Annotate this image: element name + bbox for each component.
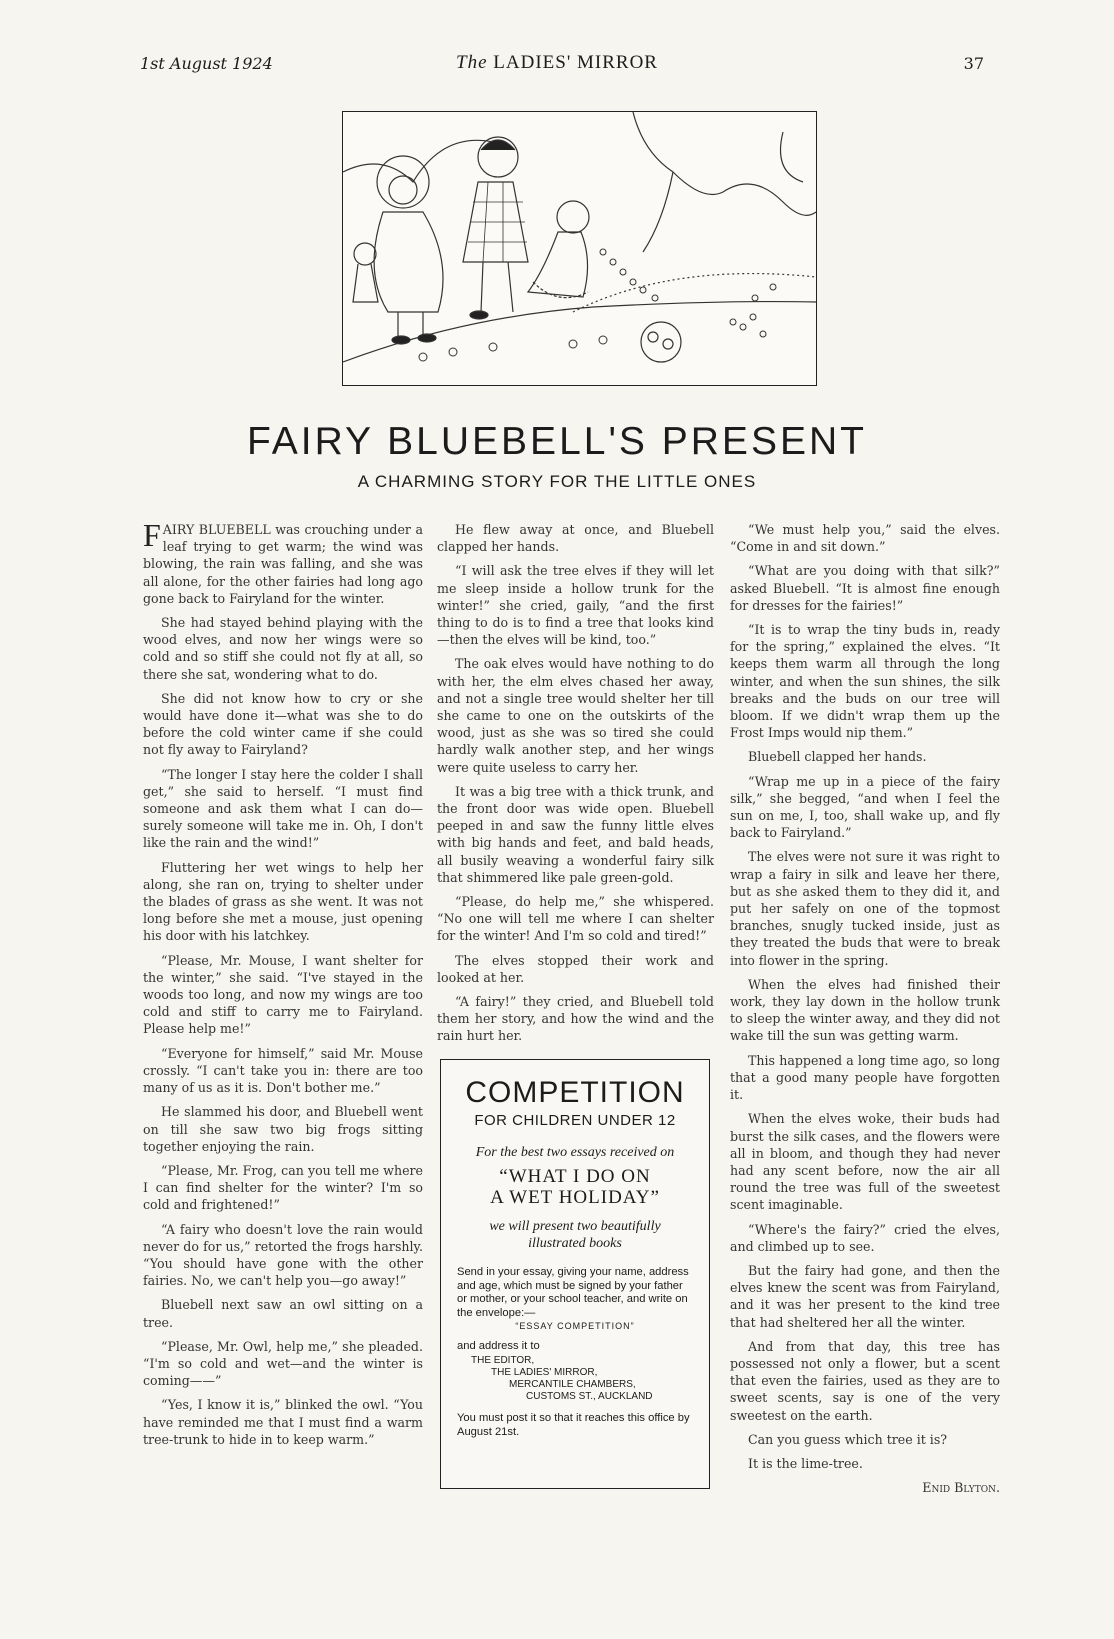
story-paragraph: Bluebell clapped her hands. (748, 749, 927, 765)
story-paragraph: She had stayed behind playing with the wood elves, and now her wings were so cold and so stiff she could not fly at all, so there she sat, wondering what to do. (143, 615, 423, 682)
story-paragraph: “I will ask the tree elves if they will let me sleep inside a hollow trunk for the winter!” she cried, gaily, “and the first thing to do is to find a tree that looks kind—then the elves will be kind, too.” (437, 563, 714, 648)
story-subtitle: A CHARMING STORY FOR THE LITTLE ONES (357, 472, 757, 491)
story-paragraph: “Please, Mr. Frog, can you tell me where I can find shelter for the winter? I'm so cold and frightened!” (143, 1162, 423, 1213)
issue-date: 1st August 1924 (140, 54, 273, 73)
story-paragraph: “What are you doing with that silk?” asked Bluebell. “It is almost fine enough for dresses for the fairies!” (730, 563, 1000, 613)
competition-title: COMPETITION (465, 1076, 685, 1109)
competition-instructions: Send in your essay, giving your name, address and age, which must be signed by your father or mother, or your school teacher, and write on the envelope:— (457, 1266, 689, 1319)
story-paragraph: But the fairy had gone, and then the elves knew the scent was from Fairyland, and it was her present to the kind tree that had sheltered her all the winter. (730, 1262, 1000, 1330)
story-paragraph: The elves were not sure it was right to wrap a fairy in silk and leave her there, but as she asked them to they did it, and put her safely on one of the topmost branches, snugly tucked inside, just as they treated the buds that were to break into flower in the spring. (730, 849, 1000, 968)
story-paragraph: “Where's the fairy?” cried the elves, and climbed up to see. (730, 1221, 1000, 1254)
story-paragraph: When the elves woke, their buds had burst the silk cases, and the flowers were all in bloom, and though they had never had any scent before, now the air all round the tree was full of the sweetest scent imaginable. (730, 1111, 1000, 1213)
story-paragraph: “The longer I stay here the colder I shall get,” she said to herself. “I must find someone and ask them what I can do—surely someone will take me in. Oh, I don't like the rain and the wind!” (143, 766, 423, 851)
story-paragraph: Bluebell next saw an owl sitting on a tree. (143, 1297, 423, 1330)
story-paragraph: “Please, Mr. Owl, help me,” she pleaded. “I'm so cold and wet—and the winter is coming——” (143, 1338, 423, 1389)
competition-box (440, 1059, 710, 1489)
story-paragraph: “Yes, I know it is,” blinked the owl. “You have reminded me that I must find a warm tree-trunk to hide in to keep warm.” (143, 1397, 423, 1447)
story-paragraph: FAIRY BLUEBELL was crouching under a leaf trying to get warm; the wind was blowing, the rain was falling, and she was all alone, for the other fairies had long ago gone back to Fairyland for the winter. (143, 517, 423, 606)
editor-address: THE EDITOR, THE LADIES' MIRROR, MERCANTILE CHAMBERS, CUSTOMS ST., AUCKLAND (471, 1355, 653, 1403)
competition-deadline: You must post it so that it reaches this office by August 21st. (457, 1412, 690, 1438)
flower-basket (641, 322, 681, 362)
story-paragraph: He flew away at once, and Bluebell clapped her hands. (437, 522, 714, 555)
story-paragraph: “A fairy who doesn't love the rain would never do for us,” retorted the frogs harshly. “You should have gone with the other fairies. No, we can't help you—go away!” (143, 1221, 423, 1289)
page-number: 37 (963, 54, 984, 73)
competition-intro: For the best two essays received on (475, 1145, 675, 1160)
story-title: FAIRY BLUEBELL'S PRESENT (247, 420, 867, 463)
story-paragraph: This happened a long time ago, so long that a good many people have forgotten it. (730, 1052, 1000, 1103)
story-paragraph: He slammed his door, and Bluebell went on till she saw two big frogs sitting together enjoying the rain. (143, 1104, 423, 1154)
story-paragraph: “It is to wrap the tiny buds in, ready for the spring,” explained the elves. “It keeps them warm all through the long winter, and when the sun shines, the silk breaks and the buds on our tree will bloom. If we didn't wrap them up the Frost Imps would nip them.” (730, 622, 1000, 741)
story-paragraph: “Wrap me up in a piece of the fairy silk,” she begged, “and when I feel the sun on me, I, too, shall wake up, and fly back to Fairyland.” (730, 773, 1000, 841)
magazine-name: LADIES' MIRROR (493, 52, 658, 73)
story-paragraph: “We must help you,” said the elves. “Come in and sit down.” (730, 522, 1000, 555)
competition-topic: “WHAT I DO ON A WET HOLIDAY” (490, 1166, 660, 1208)
address-intro: and address it to (457, 1340, 540, 1353)
competition-subtitle: FOR CHILDREN UNDER 12 (474, 1112, 676, 1129)
girl-bonnet-head (377, 156, 429, 208)
story-paragraph: “Please, Mr. Mouse, I want shelter for the winter,” she said. “I've stayed in the woods too long, and now my wings are too cold and stiff to carry me to Fairyland. Please help me!” (143, 952, 423, 1037)
story-column-1 (143, 517, 423, 1455)
story-column-2 (437, 521, 714, 1052)
envelope-label: “ESSAY COMPETITION” (515, 1321, 635, 1332)
story-paragraph: It is the lime-tree. (748, 1455, 863, 1471)
story-paragraph: It was a big tree with a thick trunk, and the front door was wide open. Bluebell peeped in and saw the funny little elves with big hands and feet, and bald heads, all busily weaving a wonderful fairy silk that shimmered like pale green-gold. (437, 783, 714, 885)
author-signature: Enid Blyton. (922, 1480, 1000, 1496)
story-paragraph: She did not know how to cry or she would have done it—what was she to do before the cold winter came if she could not fly away to Fairyland? (143, 690, 423, 758)
story-paragraph: The elves stopped their work and looked at her. (437, 952, 714, 985)
story-paragraph: “Everyone for himself,” said Mr. Mouse crossly. “I can't take you in: there are too many of us as it is. Don't bother me.” (143, 1045, 423, 1096)
competition-prize: we will present two beautifully illustrated books (489, 1219, 661, 1251)
page-header (0, 54, 1114, 80)
magazine-title (0, 52, 1114, 74)
story-paragraph: Fluttering her wet wings to help her along, she ran on, trying to shelter under the blades of grass as she went. It was not long before she met a mouse, just opening his door with his latchkey. (143, 859, 423, 944)
girl-bonnet-coat (374, 212, 443, 312)
story-paragraph: When the elves had finished their work, they lay down in the hollow trunk to sleep the winter away, and they did not wake till the sun was getting warm. (730, 976, 1000, 1044)
story-paragraph: “A fairy!” they cried, and Bluebell told them her story, and how the wind and the rain hurt her. (437, 994, 714, 1044)
illustration-drawing (343, 112, 816, 385)
girl-curly-head (557, 201, 589, 233)
hill-outline (343, 302, 816, 362)
story-paragraph: “Please, do help me,” she whispered. “No one will tell me where I can shelter for the winter! And I'm so cold and tired!” (437, 894, 714, 944)
branch-right (633, 112, 816, 215)
story-paragraph: And from that day, this tree has possessed not only a flower, but a scent that even the fairies, used as they are to sweet scents, say is one of the very sweetest on the earth. (730, 1338, 1000, 1423)
magazine-prefix: The (456, 52, 488, 73)
story-illustration (342, 111, 817, 386)
story-paragraph: The oak elves would have nothing to do with her, the elm elves chased her away, and not a single tree would shelter her till she came to one on the outskirts of the wood, just as she was so tired she could hardly walk another step, and her wings were quite useless to carry her. (437, 656, 714, 775)
story-paragraph: Can you guess which tree it is? (748, 1431, 948, 1447)
story-column-3 (730, 521, 1000, 1503)
drop-cap: F (143, 517, 161, 553)
